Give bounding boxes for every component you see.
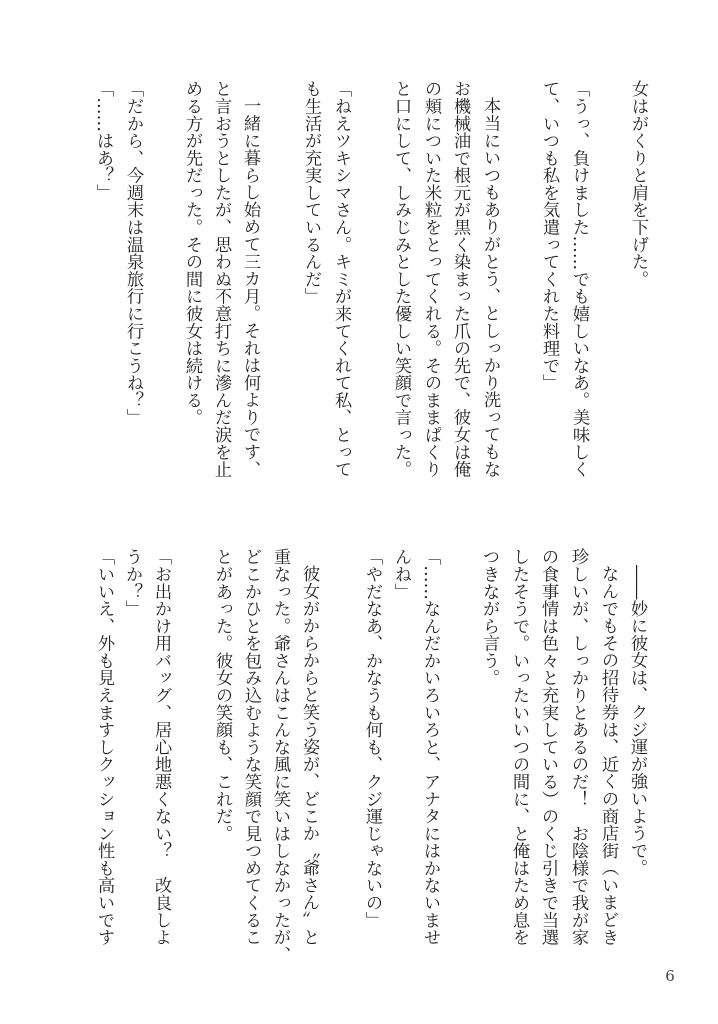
text-column: んね」 (391, 548, 411, 600)
text-column: 彼女がからからと笑う姿が、どこか〝爺さん〟と (299, 565, 319, 946)
text-column: ――妙に彼女は、クジ運が強いようで。 (627, 565, 647, 877)
text-column: なんでもその招待券は、近くの商店街（いまどき (598, 565, 618, 946)
text-column: 「ねえツキシマさん。キミが来てくれて私、とって (331, 80, 351, 478)
text-column: 本当にいつもありがとう、としっかり洗ってもな (480, 97, 500, 478)
text-column: お機械油で根元が黒く染まった爪の先で、彼女は俺 (450, 80, 470, 478)
text-column: 珍しいが、しっかりとあるのだ！ お陰様で我が家 (568, 548, 588, 946)
text-column: 「だから、今週末は温泉旅行に行こうね？」 (123, 80, 143, 426)
text-column: 「いいえ、外も見えますしクッション性も高いです (94, 548, 114, 946)
text-column: うか？」 (122, 548, 142, 618)
text-column: も生活が充実しているんだ」 (301, 80, 321, 305)
text-column: 重なった。爺さんはこんな風に笑いはしなかったが、 (270, 548, 290, 963)
text-column: とがあった。彼女の笑顔も、これだ。 (212, 548, 232, 842)
text-column: の食事情は色々と充実している）のくじ引きで当選 (538, 548, 558, 946)
text-column: 一緒に暮らし始めて三カ月。それは何よりです、 (240, 97, 260, 478)
text-column: て、いつも私を気遣ってくれた料理で」 (539, 80, 559, 392)
text-column: したそうで。いったいいつの間に、と俺はため息を (509, 548, 529, 946)
page-number: 6 (665, 967, 675, 985)
text-column: 「やだなあ、かなうも何も、クジ運じゃないの」 (362, 548, 382, 929)
text-column: 「……はあ？」 (93, 80, 113, 202)
text-block-bottom (0, 548, 718, 968)
text-column: と口にして、しみじみとした優しい笑顔で言った。 (391, 80, 411, 478)
text-column: どこかひとを包み込むような笑顔で見つめてくるこ (241, 548, 261, 946)
text-column: つきながら言う。 (479, 548, 499, 687)
text-column: 「お出かけ用バッグ、居心地悪くない？ 改良しよ (151, 548, 171, 946)
text-column: 「……なんだかいろいろと、アナタにはかないませ (420, 548, 440, 946)
text-column: 「うっ、負けました……でも嬉しいなあ。美味しく (569, 80, 589, 478)
text-column: 女はがくりと肩を下げた。 (628, 80, 648, 288)
text-column: と言おうとしたが、思わぬ不意打ちに滲んだ涙を止 (211, 80, 231, 478)
text-block-top (0, 80, 718, 500)
text-column: める方が先だった。その間に彼女は続ける。 (182, 80, 202, 426)
text-column: の頬についた米粒をとってくれる。そのままぱくり (421, 80, 441, 478)
